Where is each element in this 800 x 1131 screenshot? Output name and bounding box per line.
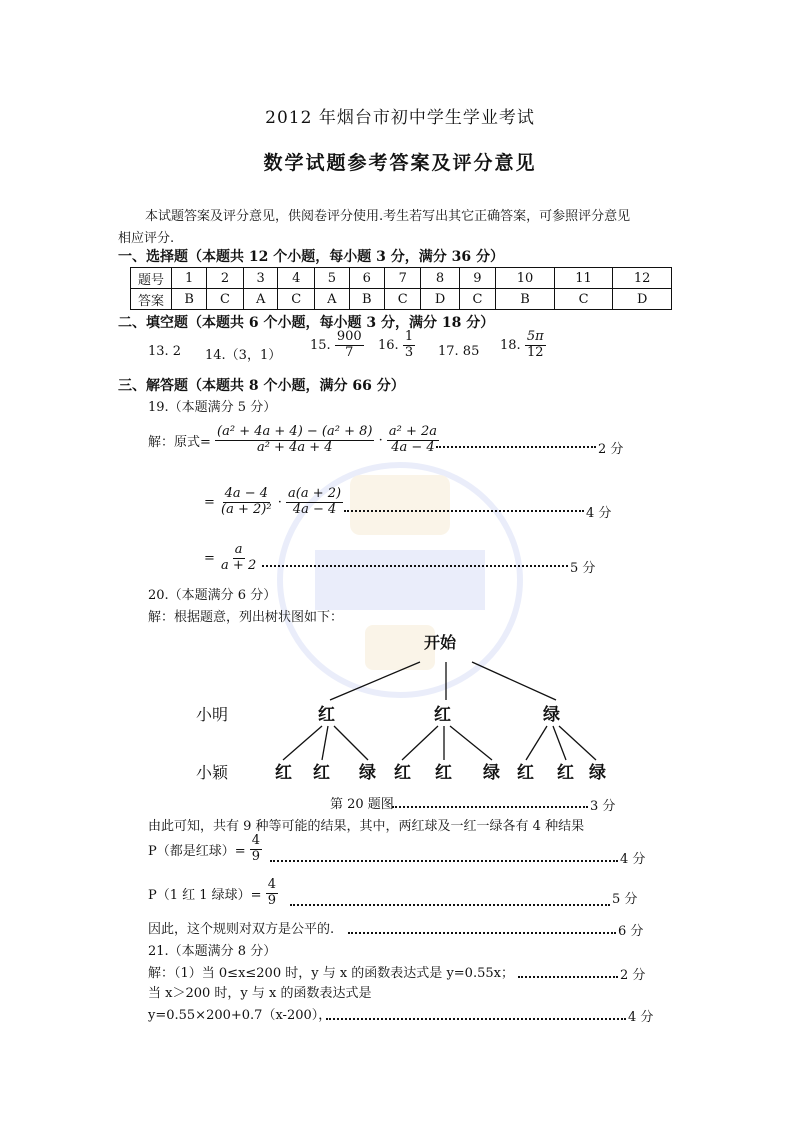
answer-13: 13. 2 — [148, 344, 182, 359]
q19-s1-denominator-1: a² + 4a + 4 — [256, 439, 333, 455]
table-cell: 6 — [349, 268, 384, 289]
tree-caption-score: 3 分 — [590, 799, 616, 814]
row-label-answer: 答案 — [131, 289, 172, 310]
q21-line-1: 解：（1）当 0≤x≤200 时，y 与 x 的函数表达式是 y=0.55x； — [148, 966, 514, 981]
p2-score: 5 分 — [612, 892, 638, 907]
p2-label: P（1 红 1 绿球）= — [148, 887, 262, 903]
q19-score-3: 5 分 — [570, 561, 596, 576]
dotted-leader — [436, 446, 596, 448]
tree-node-level2: 绿 — [589, 763, 606, 783]
dotted-leader — [326, 1018, 626, 1020]
table-cell: C — [207, 289, 244, 310]
tree-row-label-xiaoming: 小明 — [196, 705, 229, 724]
table-cell: B — [496, 289, 555, 310]
table-cell: C — [278, 289, 315, 310]
tree-node-level2: 绿 — [483, 763, 500, 783]
dotted-leader — [518, 976, 618, 978]
q19-s2-numerator-1: 4a − 4 — [224, 486, 269, 501]
table-cell: B — [172, 289, 207, 310]
answer-14: 14.（3，1） — [205, 348, 282, 363]
q20-final: 因此，这个规则对双方是公平的. — [148, 922, 335, 937]
q19-score-2: 4 分 — [586, 506, 612, 521]
q19-s2-denominator-2: 4a − 4 — [292, 501, 337, 517]
table-row-answers — [131, 289, 672, 310]
table-cell: 9 — [459, 268, 496, 289]
p1-score: 4 分 — [620, 852, 646, 867]
dotted-leader — [262, 565, 568, 567]
row-label-number: 题号 — [131, 268, 172, 289]
tree-caption: 第 20 题图 — [330, 797, 394, 812]
table-cell: C — [554, 289, 613, 310]
q21-line-2: 当 x＞200 时，y 与 x 的函数表达式是 — [148, 986, 372, 1001]
q20-probability-mixed — [148, 878, 278, 909]
tree-node-level1: 绿 — [543, 705, 560, 725]
tree-node-level2: 红 — [517, 763, 534, 783]
tree-node-level2: 红 — [435, 763, 452, 783]
tree-node-level1: 红 — [318, 705, 335, 725]
tree-node-level2: 红 — [394, 763, 411, 783]
table-cell: A — [315, 289, 350, 310]
answer-18-denominator: 12 — [526, 344, 544, 360]
intro-line-1: 本试题答案及评分意见，供阅卷评分使用.考生若写出其它正确答案，可参照评分意见 — [145, 209, 631, 224]
p2-numerator: 4 — [267, 877, 277, 892]
q21-line-3: y=0.55×200+0.7（x-200）， — [148, 1008, 332, 1023]
q19-title: 19.（本题满分 5 分） — [148, 400, 277, 415]
q19-s2-dot: · — [277, 494, 282, 510]
dotted-leader — [392, 806, 588, 808]
answer-16-denominator: 3 — [404, 344, 414, 360]
answer-16-label: 16. — [378, 337, 399, 353]
exam-title: 2012 年烟台市初中学生学业考试 — [265, 108, 535, 128]
answer-15 — [310, 330, 364, 361]
p1-label: P（都是红球）= — [148, 843, 246, 859]
q19-s2-eq: = — [204, 494, 215, 510]
answer-17: 17. 85 — [438, 344, 480, 359]
q21-line-3-score: 4 分 — [628, 1010, 654, 1025]
table-cell: 3 — [243, 268, 278, 289]
tree-root: 开始 — [424, 633, 457, 652]
answer-16 — [378, 330, 415, 361]
q19-lead: 解：原式= — [148, 434, 211, 450]
p1-denominator: 9 — [251, 848, 261, 864]
tree-branch — [450, 726, 492, 760]
table-cell: 10 — [496, 268, 555, 289]
table-cell: 2 — [207, 268, 244, 289]
answer-15-label: 15. — [310, 337, 331, 353]
tree-node-level1: 红 — [434, 705, 451, 725]
q19-s1-denominator-2: 4a − 4 — [391, 439, 435, 455]
table-cell: 12 — [613, 268, 672, 289]
q19-s3-numerator: a — [234, 542, 243, 557]
section-1-heading: 一、选择题（本题共 12 个小题，每小题 3 分，满分 36 分） — [118, 249, 504, 265]
q21-line-1-score: 2 分 — [620, 968, 646, 983]
tree-branch — [402, 726, 438, 760]
section-3-heading: 三、解答题（本题共 8 个小题，满分 66 分） — [118, 378, 405, 394]
q21-title: 21.（本题满分 8 分） — [148, 944, 277, 959]
table-cell: 1 — [172, 268, 207, 289]
table-cell: A — [243, 289, 278, 310]
answer-18 — [500, 330, 546, 361]
q19-s2-denominator-1: (a + 2)² — [221, 501, 272, 517]
tree-row-label-xiaoying: 小颖 — [196, 763, 229, 782]
table-cell: B — [349, 289, 384, 310]
q19-s1-dot: · — [378, 432, 383, 448]
answer-16-numerator: 1 — [404, 329, 414, 344]
p1-numerator: 4 — [251, 833, 261, 848]
table-row-numbers — [131, 268, 672, 289]
table-cell: 8 — [421, 268, 459, 289]
q19-step-1 — [148, 425, 439, 456]
q19-step-2 — [204, 487, 343, 518]
answer-18-label: 18. — [500, 337, 521, 353]
p2-denominator: 9 — [267, 892, 277, 908]
table-cell: 11 — [554, 268, 613, 289]
table-cell: 4 — [278, 268, 315, 289]
q20-probability-red — [148, 834, 262, 865]
q20-final-score: 6 分 — [618, 924, 644, 939]
tree-branch — [472, 662, 556, 700]
tree-node-level2: 红 — [313, 763, 330, 783]
q19-s2-numerator-2: a(a + 2) — [288, 486, 342, 501]
tree-node-level2: 红 — [557, 763, 574, 783]
q19-s1-numerator-1: (a² + 4a + 4) − (a² + 8) — [217, 424, 373, 439]
tree-branch — [283, 726, 322, 760]
tree-node-level2: 绿 — [359, 763, 376, 783]
section-2-heading: 二、填空题（本题共 6 个小题，每小题 3 分，满分 18 分） — [118, 315, 495, 331]
tree-branch — [330, 662, 420, 700]
q20-lead: 解：根据题意，列出树状图如下： — [148, 610, 344, 625]
q19-s3-denominator: a + 2 — [221, 557, 257, 573]
q20-title: 20.（本题满分 6 分） — [148, 588, 277, 603]
q19-score-1: 2 分 — [598, 442, 624, 457]
tree-branch — [322, 726, 328, 760]
q20-conclusion: 由此可知，共有 9 种等可能的结果，其中，两红球及一红一绿各有 4 种结果 — [148, 819, 585, 834]
q19-step-3 — [204, 543, 258, 574]
q19-s1-numerator-2: a² + 2a — [388, 424, 438, 439]
choice-answer-table — [130, 267, 672, 310]
tree-node-level2: 红 — [275, 763, 292, 783]
tree-branch — [334, 726, 368, 760]
dotted-leader — [348, 932, 616, 934]
q19-s3-eq: = — [204, 550, 215, 566]
document-title: 数学试题参考答案及评分意见 — [263, 152, 537, 174]
answer-15-denominator: 7 — [345, 344, 354, 360]
answer-18-numerator: 5π — [526, 329, 544, 344]
answer-15-numerator: 900 — [336, 329, 362, 344]
table-cell: C — [384, 289, 421, 310]
table-cell: D — [613, 289, 672, 310]
table-cell: D — [421, 289, 459, 310]
dotted-leader — [344, 510, 584, 512]
intro-line-2: 相应评分. — [118, 231, 175, 246]
table-cell: C — [459, 289, 496, 310]
dotted-leader — [290, 904, 610, 906]
table-cell: 5 — [315, 268, 350, 289]
table-cell: 7 — [384, 268, 421, 289]
tree-branch — [526, 726, 547, 760]
dotted-leader — [270, 860, 618, 862]
